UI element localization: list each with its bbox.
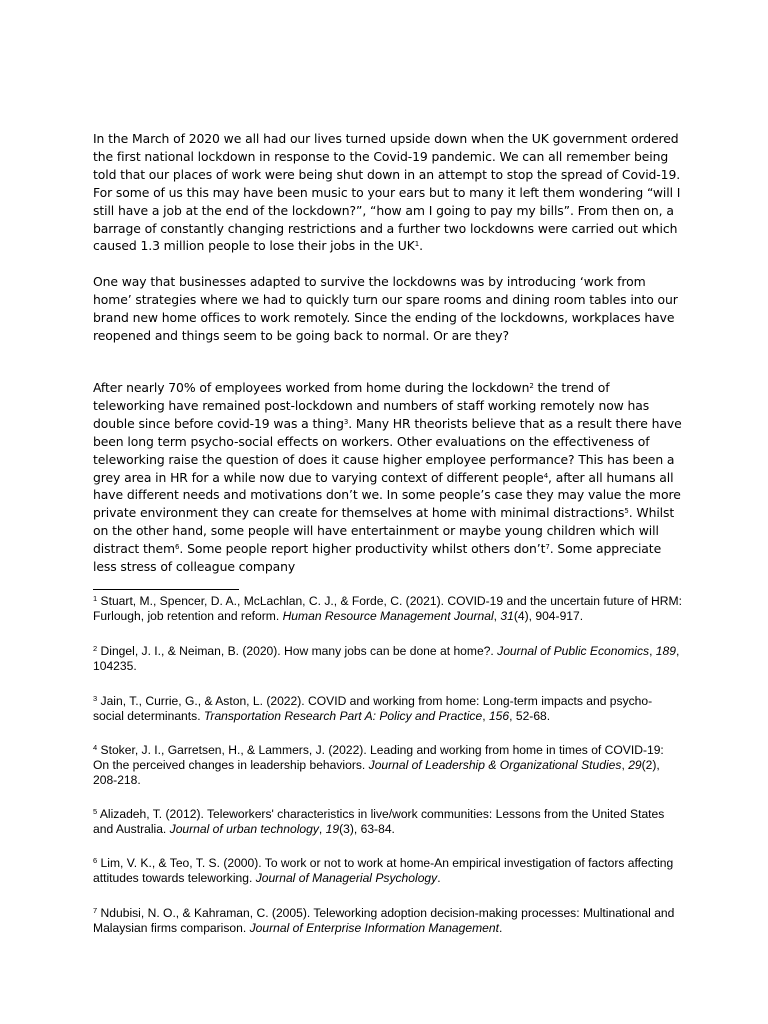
paragraph-teleworking — [93, 379, 683, 576]
footnote-details: . — [437, 871, 441, 885]
footnote-number: 5 — [93, 807, 98, 816]
footnote-reference[interactable]: 7 — [545, 543, 550, 552]
text-segment: . Some people report higher productivity whilst others don’t — [179, 541, 546, 557]
text-segment: . Some appreciate less stress of colleague company — [93, 541, 662, 575]
footnote-details: . — [499, 921, 503, 935]
paragraph-intro — [93, 130, 683, 255]
footnote-separator-text: , — [318, 822, 326, 836]
footnote-separator-text: , — [621, 758, 629, 772]
footnote-citation: Lim, V. K., & Teo, T. S. (2000). To work or not to work at home-An empirical investigation of factors affecting attitudes towards teleworking. — [93, 856, 674, 885]
footnote-volume: 29 — [628, 758, 642, 772]
footnote-journal: Transportation Research Part A: Policy and Practice — [203, 709, 483, 723]
footnote-reference[interactable]: 5 — [624, 507, 629, 516]
paragraph-text — [93, 379, 683, 576]
footnote-journal: Journal of Enterprise Information Management — [249, 921, 499, 935]
footnote-2 — [93, 644, 683, 674]
footnote-separator — [93, 589, 239, 590]
footnote-citation: Jain, T., Currie, G., & Aston, L. (2022). COVID and working from home: Long-term impacts and psycho-social determinants. — [93, 694, 653, 723]
text-segment: After nearly 70% of employees worked from home during the lockdown — [93, 380, 530, 395]
footnote-journal: Journal of Public Economics — [497, 644, 650, 658]
footnote-separator-text: , — [482, 709, 489, 723]
footnote-details: (2), 208-218. — [93, 758, 660, 787]
text-segment: the trend of teleworking have remained post-lockdown and numbers of staff working remotely now has double since before covid-19 was a thing — [93, 380, 650, 431]
footnote-details: (3), 63-84. — [339, 822, 395, 836]
footnote-5 — [93, 807, 683, 837]
footnote-number: 1 — [93, 594, 98, 603]
footnote-journal: Journal of Managerial Psychology — [255, 871, 438, 885]
footnote-volume: 189 — [655, 644, 676, 658]
footnote-7 — [93, 906, 683, 936]
footnote-4 — [93, 743, 683, 788]
footnote-details: (4), 904-917. — [513, 609, 584, 623]
footnote-details: , 104235. — [93, 644, 680, 673]
footnote-reference[interactable]: 2 — [529, 382, 534, 390]
text-segment: , after all humans all have different needs and motivations don’t we. In some people’s case they may value the more private environment they can create for themselves at home with minimal distractions — [93, 469, 681, 521]
footnote-separator-text: , — [649, 644, 656, 658]
footnote-citation: Ndubisi, N. O., & Kahraman, C. (2005). Teleworking adoption decision-making processes: Multinational and Malaysian firms comparison. — [93, 906, 675, 935]
paragraph-text — [93, 130, 683, 255]
footnote-number: 7 — [93, 906, 98, 915]
footnote-details: , 52-68. — [509, 709, 551, 723]
footnote-reference[interactable]: 1 — [414, 240, 420, 249]
footnote-journal: Journal of Leadership & Organizational Studies — [368, 758, 622, 772]
footnote-number: 6 — [93, 856, 98, 865]
footnote-citation: Stuart, M., Spencer, D. A., McLachlan, C. J., & Forde, C. (2021). COVID-19 and the uncertain future of HRM: Furlough, job retention and reform. — [93, 594, 682, 623]
footnote-reference[interactable]: 6 — [175, 543, 180, 552]
footnote-volume: 19 — [325, 822, 340, 836]
footnote-journal: Human Resource Management Journal — [282, 609, 494, 623]
footnote-number: 2 — [93, 644, 98, 653]
paragraph-work-from-home — [93, 273, 683, 345]
footnote-citation: Alizadeh, T. (2012). Teleworkers' characteristics in live/work communities: Lessons from the United States and Australia. — [93, 807, 665, 836]
footnote-journal: Journal of urban technology — [169, 822, 319, 836]
footnote-number: 3 — [93, 694, 98, 703]
footnote-volume: 31 — [500, 609, 514, 623]
footnote-citation: Dingel, J. I., & Neiman, B. (2020). How many jobs can be done at home?. — [97, 644, 498, 658]
paragraph-text: One way that businesses adapted to survive the lockdowns was by introducing ‘work from home’ strategies where we had to quickly turn our spare rooms and dining room tables into our brand new home offices to work remotely. Since the ending of the lockdowns, workplaces have reopened and things seem to be going back to normal. Or are they? — [93, 274, 678, 343]
footnote-3 — [93, 694, 683, 724]
footnote-separator-text: , — [493, 609, 501, 623]
footnote-reference[interactable]: 4 — [543, 471, 549, 480]
footnote-volume: 156 — [488, 709, 510, 723]
text-segment: . Many HR theorists believe that as a result there have been long term psycho-social effects on workers. Other evaluations on the effectiveness of teleworking raise the question of does it cause higher employee performance? This has been a grey area in HR for a while now due to varying context of different people — [93, 415, 682, 485]
footnote-number: 4 — [93, 743, 98, 752]
paragraph-body: In the March of 2020 we all had our lives turned upside down when the UK government ordered the first national lockdown in response to the Covid-19 pandemic. We can all remember being told that our places of work were being shut down in an attempt to stop the spread of Covid-19. For some of us this may have been music to your ears but to many it left them wondering “will I still have a job at the end of the lockdown?”, “how am I going to pay my bills”. From then on, a barrage of constantly changing restrictions and a further two lockdowns were carried out which caused 1.3 million people to lose their jobs in the UK — [93, 131, 681, 254]
footnote-6 — [93, 856, 683, 886]
footnote-citation: Stoker, J. I., Garretsen, H., & Lammers, J. (2022). Leading and working from home in times of COVID-19: On the perceived changes in leadership behaviors. — [93, 743, 664, 772]
footnote-1 — [93, 594, 683, 624]
paragraph-end: . — [419, 238, 423, 254]
text-segment: . Whilst on the other hand, some people will have entertainment or maybe young children which will distract them — [93, 505, 675, 557]
footnote-reference[interactable]: 3 — [343, 417, 349, 426]
